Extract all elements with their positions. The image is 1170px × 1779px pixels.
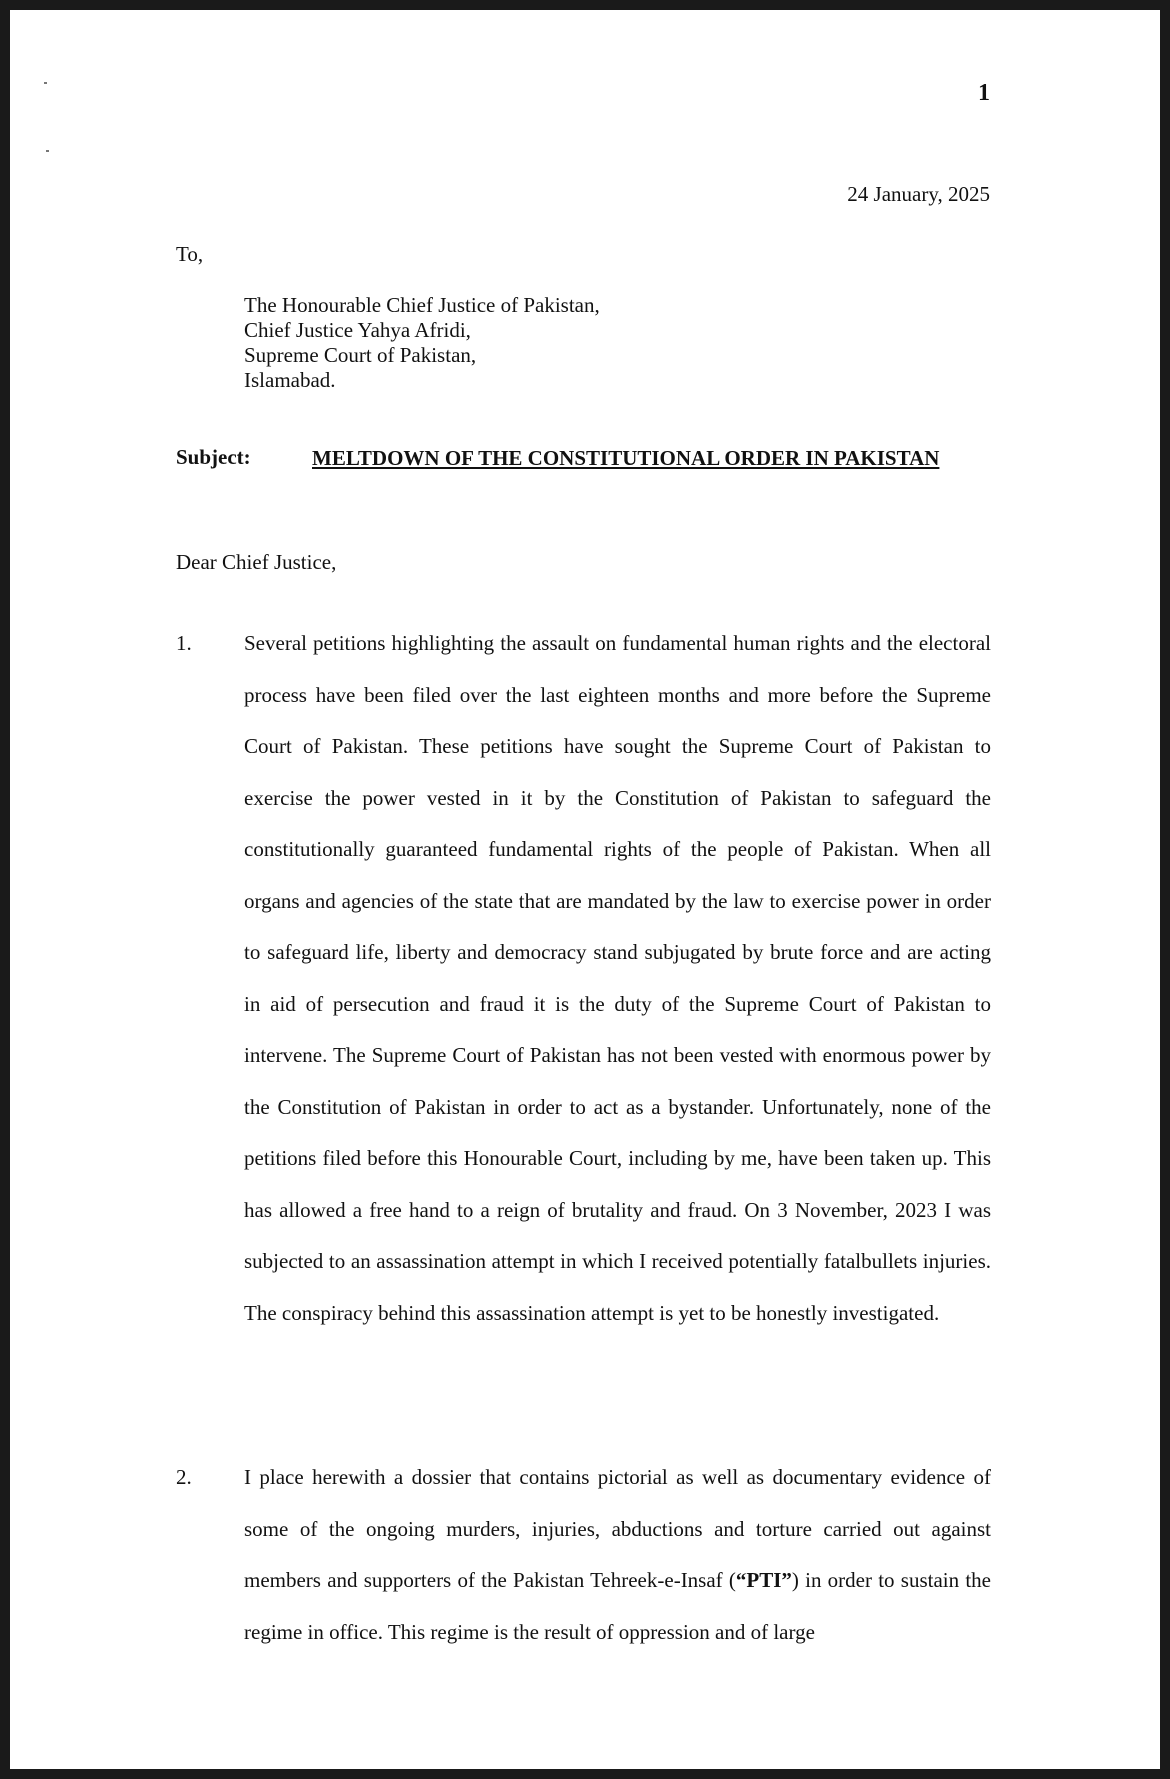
address-line: Chief Justice Yahya Afridi,: [244, 318, 471, 342]
scan-speck: [46, 150, 49, 152]
address-line: Islamabad.: [244, 368, 336, 392]
paragraph-text-segment: I place herewith a dossier that contains pictorial as well as documentary evidence of some of the ongoing murders, injuries, abductions and torture carried out against members and supporters of the Pakistan Tehreek-e-Insaf (: [244, 1465, 991, 1592]
paragraph-number: 1.: [176, 631, 192, 655]
to-label: To,: [176, 242, 204, 266]
subject-text: MELTDOWN OF THE CONSTITUTIONAL ORDER IN PAKISTAN: [312, 446, 940, 470]
paragraph-text: Several petitions highlighting the assault on fundamental human rights and the electoral process have been filed over the last eighteen months and more before the Supreme Court of Pakistan. These petitions have sought the Supreme Court of Pakistan to exercise the power vested in it by the Constitution of Pakistan to safeguard the constitutionally guaranteed fundamental rights of the people of Pakistan. When all organs and agencies of the state that are mandated by the law to exercise power in order to safeguard life, liberty and democracy stand subjugated by brute force and are acting in aid of persecution and fraud it is the duty of the Supreme Court of Pakistan to intervene. The Supreme Court of Pakistan has not been vested with enormous power by the Constitution of Pakistan in order to act as a bystander. Unfortunately, none of the petitions filed before this Honourable Court, including by me, have been taken up. This has allowed a free hand to a reign of brutality and fraud. On 3 November, 2023 I was subjected to an assassination attempt in which I received potentially fatalbullets injuries. The conspiracy behind this assassination attempt is yet to be honestly investigated.: [244, 631, 991, 1325]
letter-date: 24 January, 2025: [847, 182, 990, 206]
paragraph-text-segment: ) in order to sustain the regime in office. This regime is the result of oppression and of large: [244, 1568, 991, 1644]
address-line: The Honourable Chief Justice of Pakistan,: [244, 293, 600, 317]
bold-abbreviation: “PTI”: [735, 1568, 792, 1592]
recipient-address: [244, 293, 600, 393]
subject-label: Subject:: [176, 445, 251, 469]
letter-page: [10, 10, 1160, 1769]
scan-speck: [44, 82, 47, 84]
paragraph-text: [244, 1452, 991, 1658]
page-number: 1: [978, 80, 990, 106]
salutation: Dear Chief Justice,: [176, 550, 337, 574]
paragraph-number: 2.: [176, 1465, 192, 1489]
address-line: Supreme Court of Pakistan,: [244, 343, 477, 367]
